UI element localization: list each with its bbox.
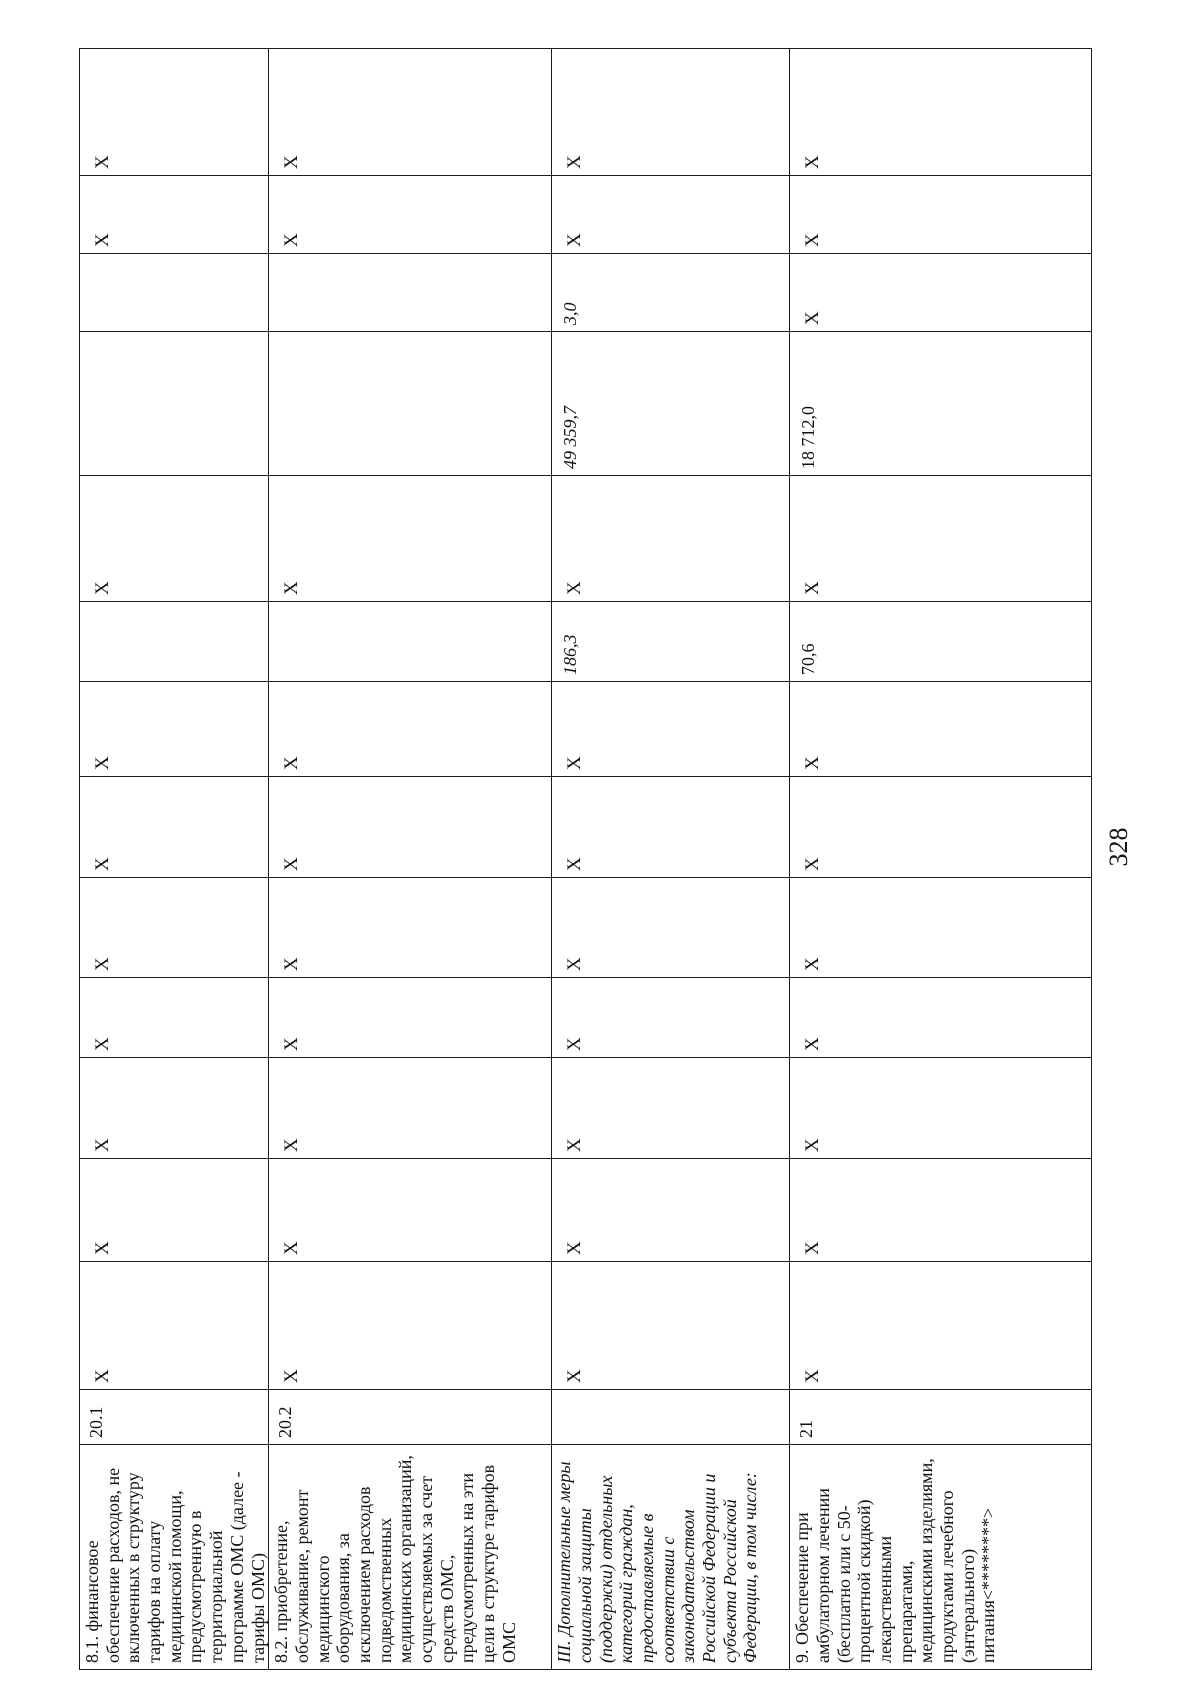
cell-c15: Х [269,49,552,176]
cell-c10: 186,3 [552,602,790,682]
financing-table [79,48,1092,1670]
cell-c7: Х [80,878,269,978]
cell-c6: Х [269,978,552,1058]
cell-c12 [80,332,269,476]
cell-c8: Х [80,777,269,878]
cell-c11: Х [80,476,269,602]
cell-c7: Х [269,878,552,978]
cell-c7: Х [552,878,790,978]
row-code [552,1390,790,1445]
cell-c13 [269,254,552,332]
cell-c5: Х [552,1058,790,1159]
cell-c15: Х [552,49,790,176]
row-code: 21 [790,1390,1092,1445]
row-name: 9. Обеспечение при амбулаторном лечении (бесплатно или с 50-процентной скидкой) лекарственными препаратами, медицинскими изделиями, продуктами лечебного (энтерального) питания<********> [790,1445,1092,1670]
cell-c10 [80,602,269,682]
row-name: III. Дополнительные меры социальной защиты (поддержки) отдельных категорий граждан, предоставляемые в соответствии с законодательством Российской Федерации и субъекта Российской Федерации, в том числе: [552,1445,790,1670]
row-code: 20.2 [269,1390,552,1445]
cell-c8: Х [790,777,1092,878]
cell-c11: Х [552,476,790,602]
cell-c9: Х [269,682,552,777]
cell-c3: Х [790,1262,1092,1390]
page-number: 328 [1104,827,1133,867]
table-row [552,49,790,1670]
cell-c11: Х [269,476,552,602]
cell-c13: Х [790,254,1092,332]
cell-c5: Х [269,1058,552,1159]
cell-c3: Х [80,1262,269,1390]
cell-c10 [269,602,552,682]
cell-c7: Х [790,878,1092,978]
cell-c13 [80,254,269,332]
cell-c12: 49 359,7 [552,332,790,476]
table-row [269,49,552,1670]
cell-c4: Х [552,1159,790,1262]
cell-c6: Х [790,978,1092,1058]
cell-c5: Х [80,1058,269,1159]
row-code: 20.1 [80,1390,269,1445]
cell-c14: Х [552,176,790,254]
row-name: 8.2. приобретение, обслуживание, ремонт медицинского оборудования, за исключением расходов подведомственных медицинских организаций, осуществляемых за счет средств ОМС, предусмотренных на эти цели в структуре тарифов ОМС [269,1445,552,1670]
cell-c4: Х [80,1159,269,1262]
cell-c6: Х [552,978,790,1058]
cell-c10: 70,6 [790,602,1092,682]
cell-c14: Х [80,176,269,254]
cell-c4: Х [790,1159,1092,1262]
cell-c9: Х [552,682,790,777]
cell-c12 [269,332,552,476]
cell-c15: Х [80,49,269,176]
cell-c9: Х [80,682,269,777]
cell-c8: Х [552,777,790,878]
table-row [80,49,269,1670]
cell-c9: Х [790,682,1092,777]
cell-c3: Х [269,1262,552,1390]
cell-c11: Х [790,476,1092,602]
cell-c5: Х [790,1058,1092,1159]
cell-c3: Х [552,1262,790,1390]
cell-c13: 3,0 [552,254,790,332]
row-name: 8.1. финансовое обеспечение расходов, не включенных в структуру тарифов на оплату медицинской помощи, предусмотренную в территориальной программе ОМС (далее - тарифы ОМС) [80,1445,269,1670]
cell-c14: Х [269,176,552,254]
cell-c4: Х [269,1159,552,1262]
cell-c8: Х [269,777,552,878]
cell-c14: Х [790,176,1092,254]
table-row [790,49,1092,1670]
cell-c6: Х [80,978,269,1058]
cell-c12: 18 712,0 [790,332,1092,476]
cell-c15: Х [790,49,1092,176]
